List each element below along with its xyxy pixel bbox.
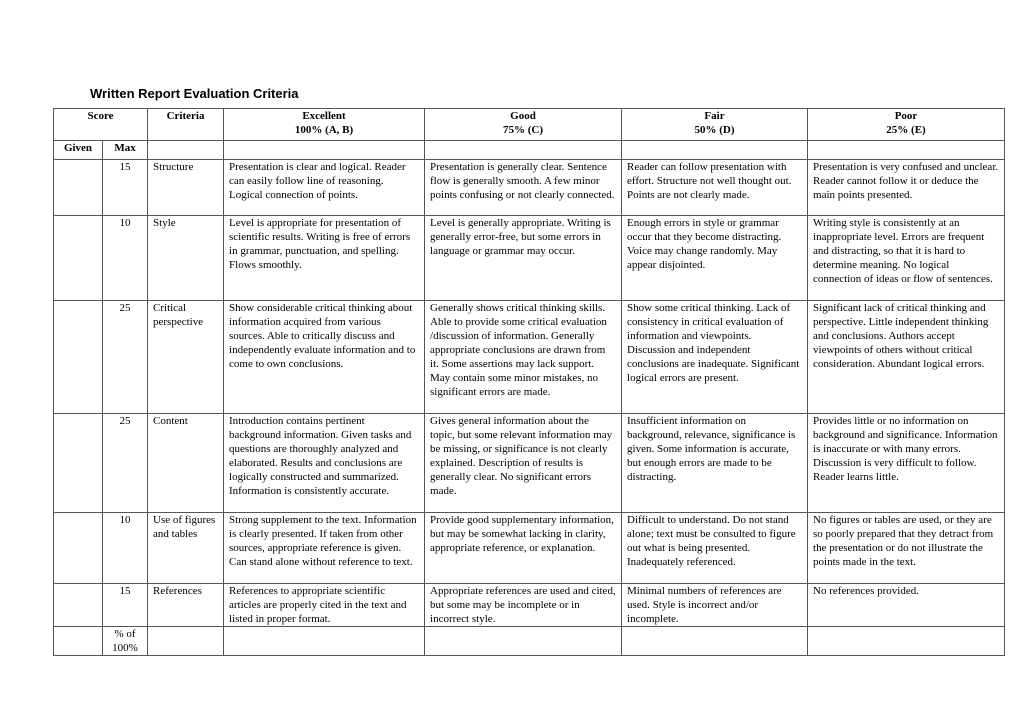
given-score-cell[interactable]: [54, 513, 103, 584]
total-max-cell: % of 100%: [103, 627, 148, 656]
excellent-cell: [224, 216, 425, 301]
given-header: Given: [54, 141, 103, 160]
criterion-cell: Structure: [148, 160, 224, 216]
table-subheader-row: [54, 141, 1005, 160]
max-score-cell: 10: [103, 513, 148, 584]
given-score-cell[interactable]: [54, 216, 103, 301]
empty-cell: [224, 141, 425, 160]
poor-cell: Significant lack of critical thinking and perspective. Little independent thinking and conclusions. Authors accept viewpoints of others without critical consideration. Abundant logical errors.: [808, 301, 1005, 414]
given-score-cell[interactable]: [54, 414, 103, 513]
empty-cell: [425, 627, 622, 656]
max-score-cell: 10: [103, 216, 148, 301]
poor-cell: No references provided.: [808, 584, 1005, 627]
criterion-cell: Critical perspective: [148, 301, 224, 414]
empty-cell: [148, 627, 224, 656]
good-percent: 75% (C): [503, 124, 544, 136]
poor-cell: No figures or tables are used, or they are so poorly prepared that they detract from the presentation or do not illustrate the points made in the text.: [808, 513, 1005, 584]
given-score-cell[interactable]: [54, 160, 103, 216]
good-cell: Gives general information about the topic, but some relevant information may be missing, or significance is not clearly explained. Description of results is generally clear. No significant errors made.: [425, 414, 622, 513]
empty-cell: [224, 627, 425, 656]
table-header-row: [54, 109, 1005, 141]
poor-label: Poor: [894, 110, 918, 122]
excellent-cell: Strong supplement to the text. Information is clearly presented. If taken from other sources, appropriate reference is given. Can stand alone without reference to text.: [224, 513, 425, 584]
excellent-text: Level is appropriate for presentation of scientific results. Writing is free of errors in grammar, punctuation, and spelling.: [229, 217, 411, 257]
criterion-cell: Use of figures and tables: [148, 513, 224, 584]
given-score-cell[interactable]: [54, 584, 103, 627]
good-cell: Provide good supplementary information, but may be somewhat lacking in clarity, appropriate reference, or explanation.: [425, 513, 622, 584]
good-label: Good: [510, 110, 536, 122]
max-header: Max: [103, 141, 148, 160]
fair-cell: Difficult to understand. Do not stand alone; text must be consulted to figure out what is being presented. Inadequately referenced.: [622, 513, 808, 584]
max-score-cell: 15: [103, 160, 148, 216]
table-row: [54, 414, 1005, 513]
poor-header: [808, 109, 1005, 141]
excellent-percent: 100% (A, B): [294, 124, 354, 136]
fair-header: [622, 109, 808, 141]
table-row: [54, 584, 1005, 627]
good-cell: Appropriate references are used and cited, but some may be incomplete or in incorrect style.: [425, 584, 622, 627]
criterion-cell: References: [148, 584, 224, 627]
table-row: [54, 301, 1005, 414]
empty-cell: [425, 141, 622, 160]
document-title: Written Report Evaluation Criteria: [90, 86, 299, 101]
poor-percent: 25% (E): [886, 124, 926, 136]
max-score-cell: 15: [103, 584, 148, 627]
excellent-cell: Introduction contains pertinent background information. Given tasks and questions are thoroughly analyzed and elaborated. Results and conclusions are logically constructed and summarized. Information is consistently accurate.: [224, 414, 425, 513]
excellent-header: [224, 109, 425, 141]
table-row: [54, 160, 1005, 216]
fair-cell: Show some critical thinking. Lack of consistency in critical evaluation of information and viewpoints. Discussion and independent conclusions are inadequate. Significant logical errors are present.: [622, 301, 808, 414]
given-score-cell[interactable]: [54, 301, 103, 414]
criterion-cell: Content: [148, 414, 224, 513]
criteria-header: Criteria: [148, 109, 224, 141]
empty-cell: [148, 141, 224, 160]
total-row: [54, 627, 1005, 656]
fair-cell: Insufficient information on background, relevance, significance is given. Some information is accurate, but enough errors are made to be distracting.: [622, 414, 808, 513]
table-row: [54, 216, 1005, 301]
poor-cell: Presentation is very confused and unclear. Reader cannot follow it or deduce the main points presented.: [808, 160, 1005, 216]
empty-cell: [808, 141, 1005, 160]
fair-cell: Enough errors in style or grammar occur that they become distracting. Voice may change randomly. May appear disjointed.: [622, 216, 808, 301]
excellent-cell: Presentation is clear and logical. Reader can easily follow line of reasoning. Logical connection of points.: [224, 160, 425, 216]
excellent-cell: Show considerable critical thinking about information acquired from various sources. Able to critically discuss and independently evaluate information and to come to own conclusions.: [224, 301, 425, 414]
poor-cell: Provides little or no information on background and significance. Information is inaccurate or with many errors. Discussion is very difficult to follow. Reader learns little.: [808, 414, 1005, 513]
given-total-cell[interactable]: [54, 627, 103, 656]
fair-cell: Minimal numbers of references are used. Style is incorrect and/or incomplete.: [622, 584, 808, 627]
excellent-cell: References to appropriate scientific articles are properly cited in the text and listed in proper format.: [224, 584, 425, 627]
fair-percent: 50% (D): [694, 124, 735, 136]
good-header: [425, 109, 622, 141]
score-header: Score: [54, 109, 148, 141]
good-cell: Presentation is generally clear. Sentence flow is generally smooth. A few minor points confusing or not clearly connected.: [425, 160, 622, 216]
max-score-cell: 25: [103, 301, 148, 414]
empty-cell: [622, 627, 808, 656]
good-cell: Level is generally appropriate. Writing is generally error-free, but some errors in language or grammar may occur.: [425, 216, 622, 301]
fair-cell: Reader can follow presentation with effort. Structure not well thought out. Points are not clearly made.: [622, 160, 808, 216]
excellent-extra-text: Flows smoothly.: [229, 259, 302, 271]
table-row: [54, 513, 1005, 584]
empty-cell: [622, 141, 808, 160]
excellent-label: Excellent: [302, 110, 346, 122]
fair-label: Fair: [704, 110, 725, 122]
max-score-cell: 25: [103, 414, 148, 513]
criterion-cell: Style: [148, 216, 224, 301]
evaluation-table: [53, 108, 1005, 656]
poor-cell: Writing style is consistently at an inappropriate level. Errors are frequent and distracting, so that it is hard to determine meaning. No logical connection of ideas or flow of sentences.: [808, 216, 1005, 301]
empty-cell: [808, 627, 1005, 656]
good-cell: Generally shows critical thinking skills. Able to provide some critical evaluation /discussion of information. Generally appropriate conclusions are drawn from it. Some assertions may lack support. May contain some minor mistakes, no significant errors are made.: [425, 301, 622, 414]
